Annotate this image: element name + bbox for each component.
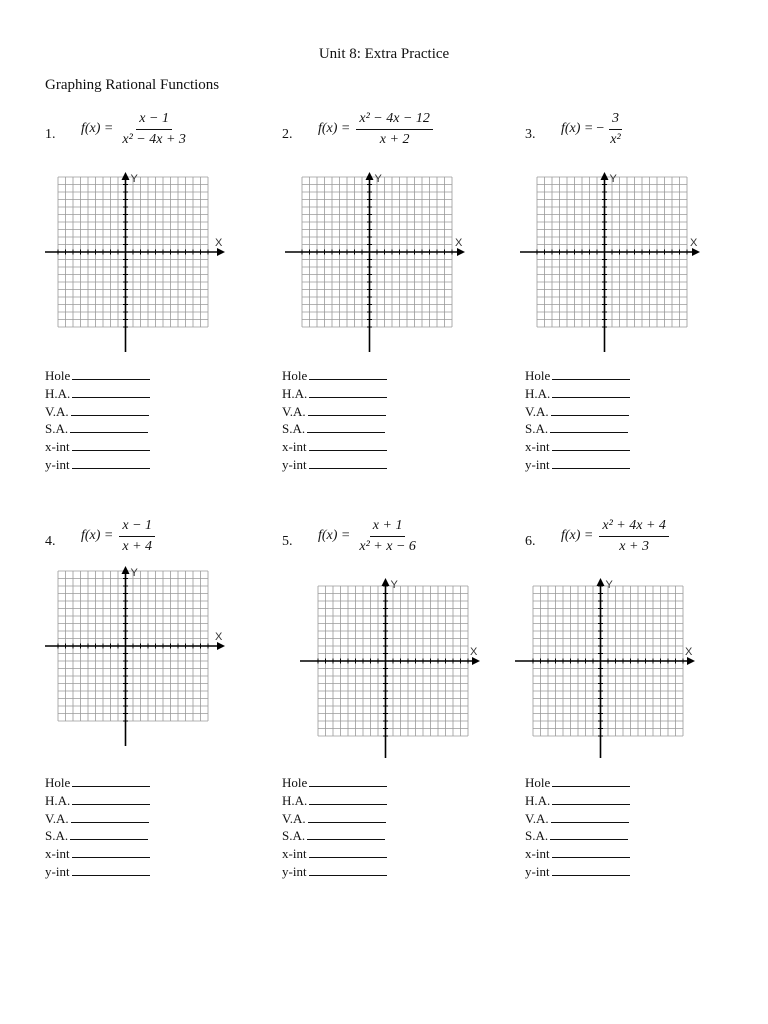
answer-blank[interactable]: [70, 422, 148, 433]
answer-blank[interactable]: [308, 405, 386, 416]
answer-field: [45, 827, 150, 845]
answer-field: [45, 438, 150, 456]
answer-blank[interactable]: [552, 847, 630, 858]
y-axis-label: Y: [374, 173, 382, 185]
function-expression: [318, 514, 419, 558]
y-arrow-icon: [122, 172, 130, 180]
axes: [45, 566, 225, 746]
answer-field: [282, 456, 387, 474]
fraction: [607, 111, 623, 148]
answer-blank[interactable]: [308, 812, 386, 823]
answer-field: [525, 774, 630, 792]
numerator: 3: [609, 111, 622, 130]
y-arrow-icon: [597, 578, 605, 586]
denominator: x + 3: [619, 538, 649, 554]
y-axis-label: Y: [130, 173, 138, 185]
answer-field: [525, 456, 630, 474]
function-expression: [318, 107, 433, 151]
answer-field: [525, 438, 630, 456]
answer-field-label: Hole: [45, 368, 71, 383]
problem-6: [525, 514, 765, 914]
answer-field: [282, 827, 387, 845]
answer-blank[interactable]: [309, 865, 387, 876]
answer-field-label: Hole: [282, 775, 308, 790]
answer-blank[interactable]: [72, 794, 150, 805]
function-sign: −: [596, 121, 605, 136]
x-arrow-icon: [217, 642, 225, 650]
problem-number: 1.: [45, 127, 56, 142]
problem-4: [45, 514, 285, 914]
answer-field-label: x-int: [282, 439, 307, 455]
answer-field: [45, 385, 150, 403]
answer-field-label: y-int: [525, 456, 550, 472]
page-title: Unit 8: Extra Practice: [318, 46, 450, 62]
answer-field-label: H.A.: [525, 792, 551, 808]
problem-3: [525, 107, 765, 507]
function-expression: [81, 514, 155, 558]
answer-field: [45, 810, 150, 828]
answer-field-label: V.A.: [282, 403, 306, 419]
x-axis-label: X: [455, 237, 463, 249]
denominator: x + 2: [379, 131, 410, 147]
answer-blank[interactable]: [309, 387, 387, 398]
x-arrow-icon: [457, 248, 465, 256]
y-axis-label: Y: [390, 579, 398, 591]
answer-fields: [525, 367, 630, 474]
coordinate-grid[interactable]: [285, 172, 465, 354]
answer-field: [525, 403, 630, 421]
x-arrow-icon: [692, 248, 700, 256]
answer-field: [525, 792, 630, 810]
fraction: [119, 518, 155, 555]
answer-field-label: V.A.: [525, 403, 549, 419]
problem-1: [45, 107, 285, 507]
answer-field: [282, 420, 387, 438]
answer-field-label: S.A.: [282, 421, 306, 437]
answer-blank[interactable]: [552, 776, 630, 787]
answer-field: [282, 863, 387, 881]
answer-blank[interactable]: [309, 440, 387, 451]
answer-blank[interactable]: [71, 405, 149, 416]
answer-blank[interactable]: [72, 776, 150, 787]
answer-field: [282, 385, 387, 403]
numerator: x² + 4x + 4: [599, 518, 669, 537]
y-arrow-icon: [122, 566, 130, 574]
y-arrow-icon: [382, 578, 390, 586]
function-lhs: f(x) =: [318, 528, 351, 543]
answer-blank[interactable]: [72, 440, 150, 451]
answer-field-label: H.A.: [525, 385, 551, 401]
answer-blank[interactable]: [552, 794, 630, 805]
answer-field-label: H.A.: [45, 792, 71, 808]
answer-field: [45, 774, 150, 792]
answer-field-label: S.A.: [45, 828, 69, 844]
answer-field-label: x-int: [525, 846, 550, 862]
y-axis-label: Y: [609, 173, 617, 185]
answer-field: [282, 845, 387, 863]
answer-field: [45, 863, 150, 881]
coordinate-grid[interactable]: [45, 172, 225, 354]
answer-field: [45, 403, 150, 421]
answer-blank[interactable]: [309, 458, 387, 469]
answer-field-label: S.A.: [282, 828, 306, 844]
problem-5: [282, 514, 522, 914]
denominator: x + 4: [122, 538, 153, 554]
answer-fields: [282, 367, 387, 474]
answer-field-label: V.A.: [282, 810, 306, 826]
function-expression: [561, 514, 669, 558]
answer-field: [282, 438, 387, 456]
answer-field-label: y-int: [282, 863, 307, 879]
answer-blank[interactable]: [309, 776, 387, 787]
numerator: x² − 4x − 12: [356, 111, 433, 130]
answer-field: [282, 810, 387, 828]
problem-2: [282, 107, 522, 507]
answer-field-label: x-int: [45, 439, 70, 455]
answer-blank[interactable]: [71, 812, 149, 823]
function-lhs: f(x) =: [561, 528, 594, 543]
y-axis-label: Y: [605, 579, 613, 591]
x-arrow-icon: [472, 657, 480, 665]
answer-field-label: H.A.: [282, 792, 308, 808]
answer-blank[interactable]: [309, 847, 387, 858]
answer-blank[interactable]: [552, 387, 630, 398]
function-lhs: f(x) =: [81, 528, 114, 543]
answer-blank[interactable]: [307, 829, 385, 840]
answer-field: [282, 403, 387, 421]
answer-field-label: y-int: [525, 863, 550, 879]
denominator: x²: [610, 131, 621, 147]
answer-field-label: S.A.: [525, 828, 549, 844]
axes: [45, 172, 225, 352]
function-lhs: f(x) =: [561, 121, 594, 136]
x-axis-label: X: [215, 631, 223, 643]
answer-field: [45, 792, 150, 810]
answer-field-label: Hole: [282, 368, 308, 383]
answer-field-label: Hole: [525, 775, 551, 790]
answer-field-label: S.A.: [45, 421, 69, 437]
answer-blank[interactable]: [72, 387, 150, 398]
answer-field-label: Hole: [525, 368, 551, 383]
x-axis-label: X: [470, 646, 478, 658]
answer-field: [525, 845, 630, 863]
answer-field: [45, 367, 150, 385]
answer-field-label: y-int: [45, 456, 70, 472]
numerator: x + 1: [370, 518, 406, 537]
x-arrow-icon: [217, 248, 225, 256]
y-arrow-icon: [366, 172, 374, 180]
x-axis-label: X: [215, 237, 223, 249]
x-axis-label: X: [685, 646, 693, 658]
answer-field-label: H.A.: [282, 385, 308, 401]
answer-field: [45, 420, 150, 438]
answer-field: [282, 367, 387, 385]
problem-number: 2.: [282, 127, 293, 142]
answer-field: [525, 367, 630, 385]
problem-number: 5.: [282, 534, 293, 549]
answer-field: [282, 774, 387, 792]
section-title: Graphing Rational Functions: [45, 77, 220, 93]
coordinate-grid[interactable]: [300, 578, 480, 760]
answer-field-label: x-int: [45, 846, 70, 862]
problem-number: 3.: [525, 127, 536, 142]
answer-field: [525, 863, 630, 881]
answer-field: [525, 810, 630, 828]
coordinate-grid[interactable]: [520, 172, 700, 354]
answer-fields: [45, 367, 150, 474]
answer-field-label: H.A.: [45, 385, 71, 401]
y-arrow-icon: [601, 172, 609, 180]
denominator: x² − 4x + 3: [122, 131, 186, 147]
fraction: [356, 111, 433, 148]
answer-blank[interactable]: [551, 812, 629, 823]
fraction: [599, 518, 669, 555]
answer-field: [45, 845, 150, 863]
problem-number: 6.: [525, 534, 536, 549]
fraction: [119, 111, 189, 148]
answer-field-label: V.A.: [45, 403, 69, 419]
answer-field: [282, 792, 387, 810]
x-axis-label: X: [690, 237, 698, 249]
answer-blank[interactable]: [309, 794, 387, 805]
answer-blank[interactable]: [550, 829, 628, 840]
denominator: x² + x − 6: [359, 538, 416, 554]
coordinate-grid[interactable]: [45, 566, 225, 748]
answer-field-label: x-int: [282, 846, 307, 862]
function-lhs: f(x) =: [318, 121, 351, 136]
answer-blank[interactable]: [72, 369, 150, 380]
coordinate-grid[interactable]: [515, 578, 695, 760]
answer-field-label: x-int: [525, 439, 550, 455]
answer-field: [525, 827, 630, 845]
axes: [285, 172, 465, 352]
function-expression: [561, 107, 624, 151]
fraction: [356, 518, 419, 555]
answer-blank[interactable]: [551, 405, 629, 416]
answer-fields: [525, 774, 630, 881]
answer-blank[interactable]: [552, 369, 630, 380]
answer-fields: [45, 774, 150, 881]
axes: [520, 172, 700, 352]
numerator: x − 1: [119, 518, 155, 537]
answer-field-label: Hole: [45, 775, 71, 790]
answer-field-label: V.A.: [45, 810, 69, 826]
answer-blank[interactable]: [552, 458, 630, 469]
answer-field-label: V.A.: [525, 810, 549, 826]
problem-number: 4.: [45, 534, 56, 549]
answer-blank[interactable]: [72, 458, 150, 469]
answer-field-label: S.A.: [525, 421, 549, 437]
function-lhs: f(x) =: [81, 121, 114, 136]
function-expression: [81, 107, 189, 151]
answer-field-label: y-int: [45, 863, 70, 879]
answer-field: [525, 420, 630, 438]
answer-field-label: y-int: [282, 456, 307, 472]
answer-blank[interactable]: [552, 440, 630, 451]
answer-field: [45, 456, 150, 474]
answer-blank[interactable]: [72, 847, 150, 858]
answer-blank[interactable]: [72, 865, 150, 876]
numerator: x − 1: [136, 111, 172, 130]
answer-fields: [282, 774, 387, 881]
answer-blank[interactable]: [309, 369, 387, 380]
answer-blank[interactable]: [307, 422, 385, 433]
answer-blank[interactable]: [550, 422, 628, 433]
answer-blank[interactable]: [70, 829, 148, 840]
x-arrow-icon: [687, 657, 695, 665]
answer-field: [525, 385, 630, 403]
y-axis-label: Y: [130, 567, 138, 579]
answer-blank[interactable]: [552, 865, 630, 876]
